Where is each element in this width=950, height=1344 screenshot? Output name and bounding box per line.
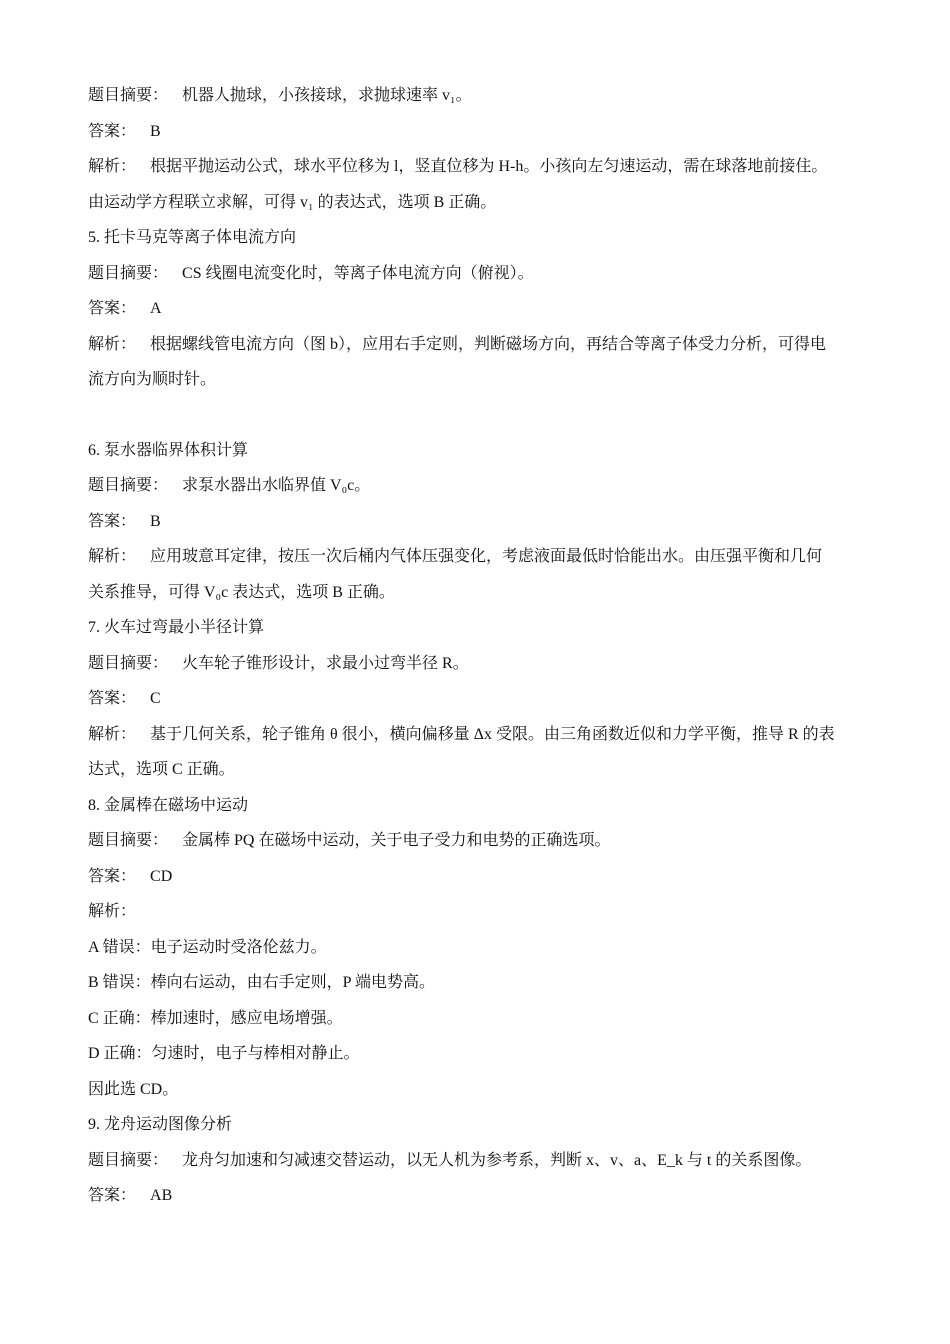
- q9-answer-line: [88, 1178, 868, 1214]
- q7-summary: 火车轮子锥形设计，求最小过弯半径 R。: [182, 654, 469, 672]
- analysis-label: 解析：: [88, 725, 137, 743]
- q8-answer-line: [88, 859, 868, 895]
- answer-label: 答案：: [88, 512, 137, 530]
- q6-answer: B: [150, 512, 161, 530]
- answer-label: 答案：: [88, 690, 137, 707]
- q8-option-c: C 正确：棒加速时，感应电场增强。: [88, 1009, 343, 1027]
- q7-title: 7. 火车过弯最小半径计算: [88, 619, 265, 636]
- q9-summary-line: [88, 1143, 868, 1179]
- q4-analysis-1: 根据平抛运动公式，球水平位移为 l，竖直位移为 H-h。小孩向左匀速运动，需在球落地前接住。: [150, 158, 828, 175]
- q8-summary-line: [88, 823, 868, 859]
- q8-option-a: A 错误：电子运动时受洛伦兹力。: [88, 938, 327, 956]
- q6-summary: 求泵水器出水临界值 V₀c。: [182, 477, 371, 494]
- q8-option-d: D 正确：匀速时，电子与棒相对静止。: [88, 1045, 360, 1062]
- q7-summary-line: [88, 646, 868, 682]
- analysis-label: 解析：: [88, 335, 137, 353]
- answer-label: 答案：: [88, 1187, 137, 1204]
- q7-analysis-line: [88, 717, 868, 753]
- q9-title: 9. 龙舟运动图像分析: [88, 1116, 233, 1133]
- q5-analysis-line: [88, 327, 868, 363]
- q8-summary: 金属棒 PQ 在磁场中运动，关于电子受力和电势的正确选项。: [182, 832, 611, 849]
- q6-title: 6. 泵水器临界体积计算: [88, 441, 249, 459]
- q9-answer: AB: [150, 1187, 173, 1204]
- q6-answer-line: [88, 504, 868, 540]
- q8-conclusion: 因此选 CD。: [88, 1080, 179, 1098]
- analysis-label: 解析：: [88, 158, 137, 175]
- q4-answer: B: [150, 122, 161, 140]
- q4-summary: 机器人抛球，小孩接球，求抛球速率 v₁。: [182, 87, 472, 104]
- q6-analysis-line: [88, 539, 868, 575]
- q4-summary-line: [88, 78, 868, 114]
- q4-answer-line: [88, 114, 868, 150]
- q8-option-b: B 错误：棒向右运动，由右手定则，P 端电势高。: [88, 974, 435, 991]
- q4-analysis-continued: 由运动学方程联立求解，可得 v₁ 的表达式，选项 B 正确。: [88, 193, 497, 211]
- analysis-label: 解析：: [88, 548, 137, 565]
- q5-analysis-continued: 流方向为顺时针。: [88, 371, 217, 388]
- q5-summary: CS 线圈电流变化时，等离子体电流方向（俯视）。: [182, 264, 534, 282]
- q5-title: 5. 托卡马克等离子体电流方向: [88, 229, 297, 246]
- q5-answer: A: [150, 300, 162, 317]
- answer-label: 答案：: [88, 867, 137, 885]
- q7-analysis-1: 基于几何关系，轮子锥角 θ 很小，横向偏移量 Δx 受限。由三角函数近似和力学平衡，推导 R 的表: [150, 725, 835, 743]
- document-content: [88, 78, 868, 1214]
- section-gap: [88, 398, 868, 433]
- answer-label: 答案：: [88, 122, 137, 140]
- q8-answer: CD: [150, 867, 173, 885]
- q5-answer-line: [88, 291, 868, 327]
- summary-label: 题目摘要：: [88, 87, 169, 104]
- summary-label: 题目摘要：: [88, 832, 169, 849]
- q7-answer-line: [88, 681, 868, 717]
- q8-analysis-label-line: [88, 894, 868, 930]
- q7-analysis-continued: 达式，选项 C 正确。: [88, 761, 235, 778]
- q6-analysis-continued: 关系推导，可得 V₀c 表达式，选项 B 正确。: [88, 583, 395, 601]
- q8-title: 8. 金属棒在磁场中运动: [88, 796, 249, 814]
- analysis-label: 解析：: [88, 903, 137, 920]
- summary-label: 题目摘要：: [88, 264, 169, 282]
- q6-summary-line: [88, 468, 868, 504]
- q7-answer: C: [150, 690, 161, 707]
- summary-label: 题目摘要：: [88, 477, 169, 494]
- summary-label: 题目摘要：: [88, 654, 169, 672]
- q5-analysis-1: 根据螺线管电流方向（图 b），应用右手定则，判断磁场方向，再结合等离子体受力分析，可得电: [150, 335, 827, 353]
- q9-summary: 龙舟匀加速和匀减速交替运动，以无人机为参考系，判断 x、v、a、E_k 与 t 的关系图像。: [182, 1151, 812, 1169]
- summary-label: 题目摘要：: [88, 1151, 169, 1169]
- q4-analysis-line: [88, 149, 868, 185]
- q6-analysis-1: 应用玻意耳定律，按压一次后桶内气体压强变化，考虑液面最低时恰能出水。由压强平衡和几何: [150, 548, 823, 565]
- answer-label: 答案：: [88, 300, 137, 317]
- q5-summary-line: [88, 256, 868, 292]
